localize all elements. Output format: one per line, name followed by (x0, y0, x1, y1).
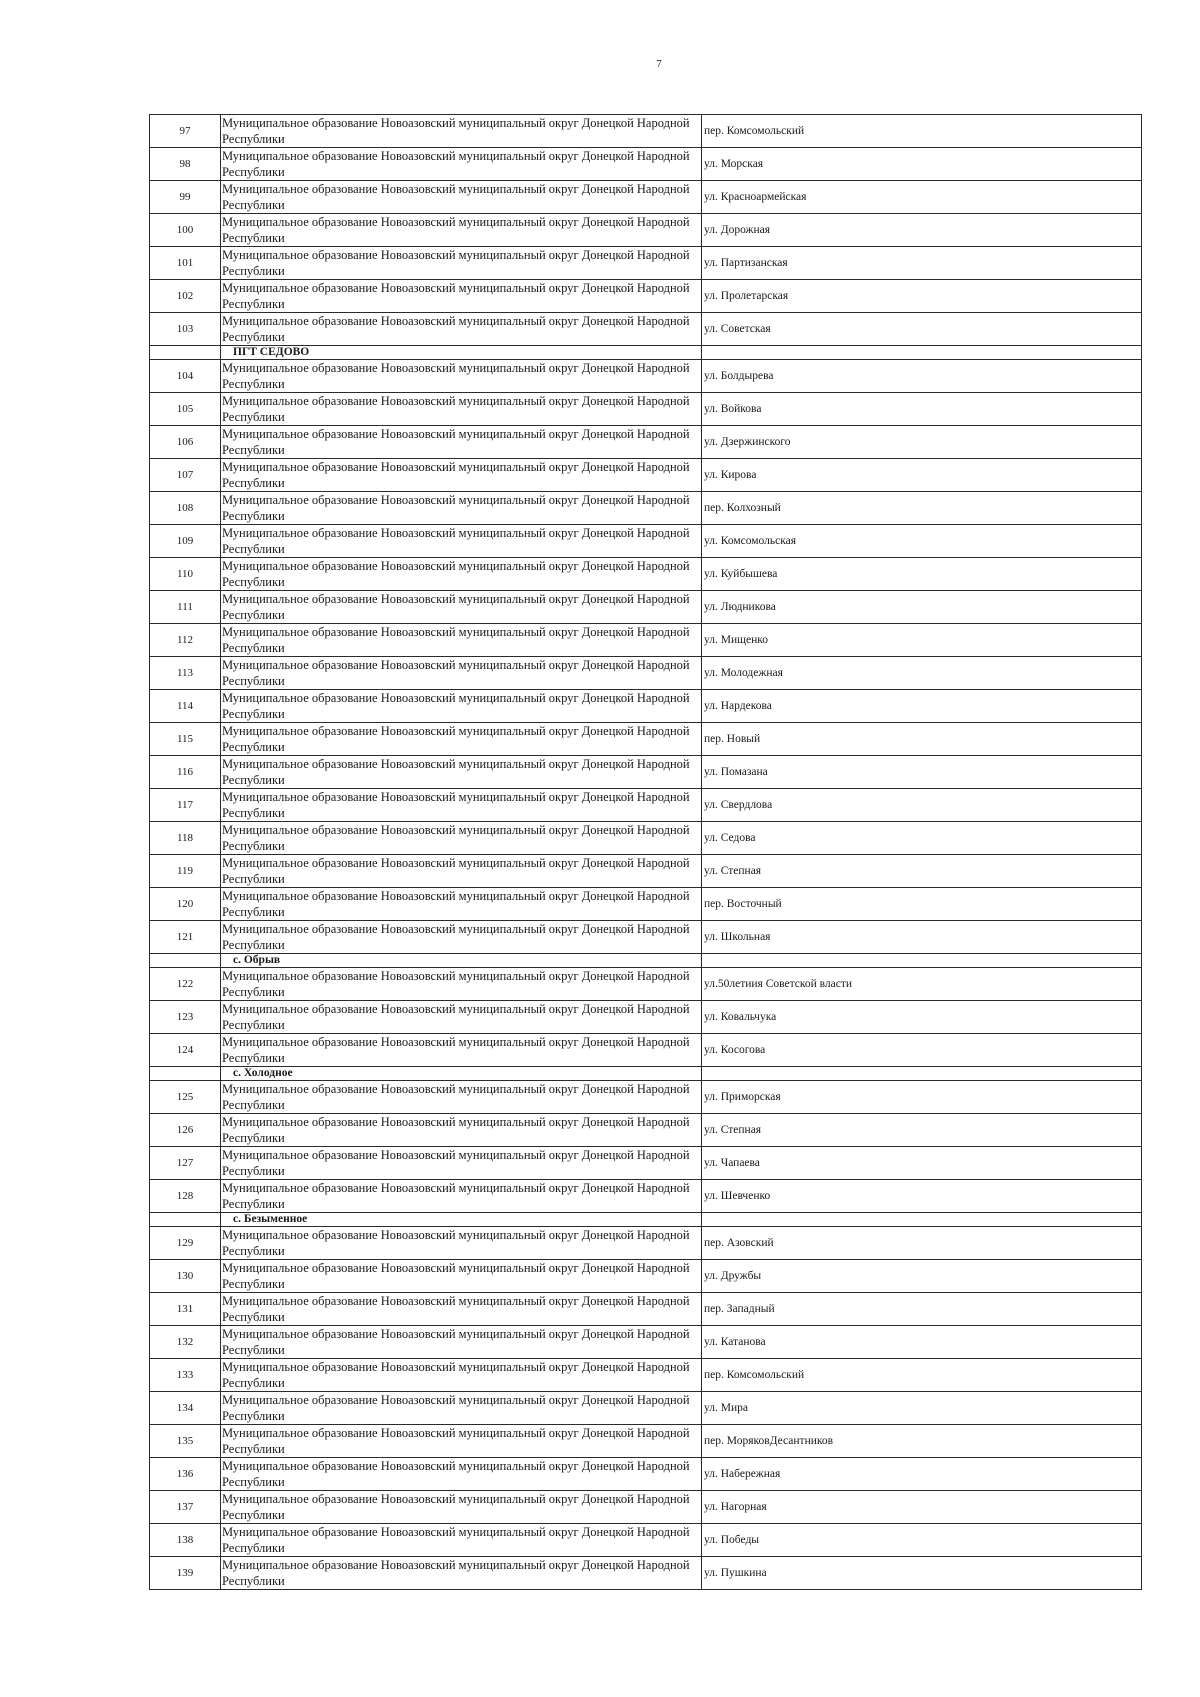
table-row (150, 1326, 1142, 1359)
row-number: 100 (150, 214, 221, 247)
table-row (150, 393, 1142, 426)
section-blank-cell (702, 954, 1142, 968)
municipality-name: Муниципальное образование Новоазовский муниципальный округ Донецкой Народной Республики (221, 459, 702, 492)
municipality-name: Муниципальное образование Новоазовский муниципальный округ Донецкой Народной Республики (221, 1392, 702, 1425)
municipality-name: Муниципальное образование Новоазовский муниципальный округ Донецкой Народной Республики (221, 148, 702, 181)
table-row (150, 921, 1142, 954)
table-row (150, 426, 1142, 459)
street-name: ул. Нардекова (702, 690, 1142, 723)
municipality-name: Муниципальное образование Новоазовский муниципальный округ Донецкой Народной Республики (221, 855, 702, 888)
street-name: ул. Приморская (702, 1081, 1142, 1114)
municipality-name: Муниципальное образование Новоазовский муниципальный округ Донецкой Народной Республики (221, 181, 702, 214)
table-row (150, 690, 1142, 723)
row-number: 101 (150, 247, 221, 280)
row-number: 112 (150, 624, 221, 657)
table-row (150, 1081, 1142, 1114)
row-number: 132 (150, 1326, 221, 1359)
municipality-name: Муниципальное образование Новоазовский муниципальный округ Донецкой Народной Республики (221, 525, 702, 558)
street-name: ул. Мира (702, 1392, 1142, 1425)
table-row (150, 280, 1142, 313)
row-number: 120 (150, 888, 221, 921)
row-number: 98 (150, 148, 221, 181)
table-row (150, 1524, 1142, 1557)
section-label: с. Холодное (221, 1067, 702, 1081)
street-name: ул. Советская (702, 313, 1142, 346)
street-name: пер. МоряковДесантников (702, 1425, 1142, 1458)
street-name: ул. Школьная (702, 921, 1142, 954)
municipality-name: Муниципальное образование Новоазовский муниципальный округ Донецкой Народной Республики (221, 921, 702, 954)
municipality-name: Муниципальное образование Новоазовский муниципальный округ Донецкой Народной Республики (221, 1293, 702, 1326)
municipality-name: Муниципальное образование Новоазовский муниципальный округ Донецкой Народной Республики (221, 426, 702, 459)
row-number: 116 (150, 756, 221, 789)
table-row (150, 968, 1142, 1001)
table-row (150, 1034, 1142, 1067)
street-name: пер. Западный (702, 1293, 1142, 1326)
street-name: ул. Дружбы (702, 1260, 1142, 1293)
table-row (150, 1001, 1142, 1034)
municipality-name: Муниципальное образование Новоазовский муниципальный округ Донецкой Народной Республики (221, 1180, 702, 1213)
street-name: ул. Войкова (702, 393, 1142, 426)
row-number: 99 (150, 181, 221, 214)
table-row (150, 313, 1142, 346)
table-row (150, 1557, 1142, 1590)
street-name: ул. Дорожная (702, 214, 1142, 247)
municipality-name: Муниципальное образование Новоазовский муниципальный округ Донецкой Народной Республики (221, 214, 702, 247)
street-name: пер. Комсомольский (702, 115, 1142, 148)
street-name: ул. Ковальчука (702, 1001, 1142, 1034)
municipality-name: Муниципальное образование Новоазовский муниципальный округ Донецкой Народной Республики (221, 723, 702, 756)
municipality-name: Муниципальное образование Новоазовский муниципальный округ Донецкой Народной Республики (221, 968, 702, 1001)
municipality-name: Муниципальное образование Новоазовский муниципальный округ Донецкой Народной Республики (221, 1227, 702, 1260)
row-number: 125 (150, 1081, 221, 1114)
table-row (150, 459, 1142, 492)
table-row (150, 1425, 1142, 1458)
table-row (150, 214, 1142, 247)
municipality-name: Муниципальное образование Новоазовский муниципальный округ Донецкой Народной Республики (221, 1491, 702, 1524)
table-row (150, 822, 1142, 855)
table-row (150, 1227, 1142, 1260)
street-name: ул. Помазана (702, 756, 1142, 789)
row-number: 133 (150, 1359, 221, 1392)
table-row (150, 657, 1142, 690)
street-name: ул. Болдырева (702, 360, 1142, 393)
row-number: 126 (150, 1114, 221, 1147)
municipality-name: Муниципальное образование Новоазовский муниципальный округ Донецкой Народной Республики (221, 789, 702, 822)
table-row (150, 492, 1142, 525)
street-name: ул. Победы (702, 1524, 1142, 1557)
street-name: ул. Степная (702, 1114, 1142, 1147)
municipality-name: Муниципальное образование Новоазовский муниципальный округ Донецкой Народной Республики (221, 115, 702, 148)
row-number: 124 (150, 1034, 221, 1067)
street-name: ул. Пролетарская (702, 280, 1142, 313)
table-row (150, 360, 1142, 393)
row-number: 111 (150, 591, 221, 624)
row-number: 130 (150, 1260, 221, 1293)
street-name: ул. Косогова (702, 1034, 1142, 1067)
municipality-name: Муниципальное образование Новоазовский муниципальный округ Донецкой Народной Республики (221, 1260, 702, 1293)
section-blank-cell (150, 1213, 221, 1227)
street-name: ул.50летиия Советской власти (702, 968, 1142, 1001)
municipality-name: Муниципальное образование Новоазовский муниципальный округ Донецкой Народной Республики (221, 591, 702, 624)
municipality-name: Муниципальное образование Новоазовский муниципальный округ Донецкой Народной Республики (221, 624, 702, 657)
table-row (150, 181, 1142, 214)
table-row (150, 1114, 1142, 1147)
row-number: 110 (150, 558, 221, 591)
table-row (150, 1458, 1142, 1491)
municipality-name: Муниципальное образование Новоазовский муниципальный округ Донецкой Народной Республики (221, 1557, 702, 1590)
table-row (150, 148, 1142, 181)
table-row (150, 1293, 1142, 1326)
street-name: ул. Молодежная (702, 657, 1142, 690)
municipality-name: Муниципальное образование Новоазовский муниципальный округ Донецкой Народной Республики (221, 756, 702, 789)
row-number: 137 (150, 1491, 221, 1524)
table-row (150, 525, 1142, 558)
section-blank-cell (702, 1213, 1142, 1227)
table-row (150, 115, 1142, 148)
table-row (150, 723, 1142, 756)
street-name: пер. Азовский (702, 1227, 1142, 1260)
section-row (150, 1213, 1142, 1227)
row-number: 113 (150, 657, 221, 690)
street-name: ул. Людникова (702, 591, 1142, 624)
municipality-name: Муниципальное образование Новоазовский муниципальный округ Донецкой Народной Республики (221, 1147, 702, 1180)
municipality-name: Муниципальное образование Новоазовский муниципальный округ Донецкой Народной Республики (221, 690, 702, 723)
row-number: 97 (150, 115, 221, 148)
street-name: ул. Дзержинского (702, 426, 1142, 459)
row-number: 136 (150, 1458, 221, 1491)
row-number: 129 (150, 1227, 221, 1260)
table-row (150, 1260, 1142, 1293)
table-row (150, 1147, 1142, 1180)
municipality-name: Муниципальное образование Новоазовский муниципальный округ Донецкой Народной Республики (221, 280, 702, 313)
row-number: 106 (150, 426, 221, 459)
section-row (150, 1067, 1142, 1081)
street-name: ул. Кирова (702, 459, 1142, 492)
municipality-name: Муниципальное образование Новоазовский муниципальный округ Донецкой Народной Республики (221, 888, 702, 921)
section-label: с. Безыменное (221, 1213, 702, 1227)
section-blank-cell (702, 1067, 1142, 1081)
street-name: ул. Комсомольская (702, 525, 1142, 558)
row-number: 123 (150, 1001, 221, 1034)
street-name: ул. Чапаева (702, 1147, 1142, 1180)
section-blank-cell (150, 954, 221, 968)
row-number: 122 (150, 968, 221, 1001)
table-row (150, 1359, 1142, 1392)
row-number: 138 (150, 1524, 221, 1557)
municipality-name: Муниципальное образование Новоазовский муниципальный округ Донецкой Народной Республики (221, 360, 702, 393)
table-row (150, 1392, 1142, 1425)
table-row (150, 789, 1142, 822)
municipality-name: Муниципальное образование Новоазовский муниципальный округ Донецкой Народной Республики (221, 1034, 702, 1067)
section-blank-cell (150, 1067, 221, 1081)
row-number: 109 (150, 525, 221, 558)
municipality-name: Муниципальное образование Новоазовский муниципальный округ Донецкой Народной Республики (221, 1081, 702, 1114)
municipality-name: Муниципальное образование Новоазовский муниципальный округ Донецкой Народной Республики (221, 1114, 702, 1147)
table-row (150, 247, 1142, 280)
street-name: пер. Новый (702, 723, 1142, 756)
row-number: 127 (150, 1147, 221, 1180)
street-name: пер. Колхозный (702, 492, 1142, 525)
street-register-table (149, 114, 1142, 1590)
municipality-name: Муниципальное образование Новоазовский муниципальный округ Донецкой Народной Республики (221, 1001, 702, 1034)
street-name: пер. Комсомольский (702, 1359, 1142, 1392)
table-row (150, 888, 1142, 921)
row-number: 118 (150, 822, 221, 855)
street-name: ул. Мищенко (702, 624, 1142, 657)
municipality-name: Муниципальное образование Новоазовский муниципальный округ Донецкой Народной Республики (221, 558, 702, 591)
street-name: ул. Пушкина (702, 1557, 1142, 1590)
row-number: 117 (150, 789, 221, 822)
street-name: ул. Катанова (702, 1326, 1142, 1359)
section-label: ПГТ СЕДОВО (221, 346, 702, 360)
table-row (150, 558, 1142, 591)
row-number: 139 (150, 1557, 221, 1590)
row-number: 104 (150, 360, 221, 393)
street-name: пер. Восточный (702, 888, 1142, 921)
street-name: ул. Красноармейская (702, 181, 1142, 214)
section-blank-cell (702, 346, 1142, 360)
row-number: 107 (150, 459, 221, 492)
street-name: ул. Степная (702, 855, 1142, 888)
section-row (150, 346, 1142, 360)
municipality-name: Муниципальное образование Новоазовский муниципальный округ Донецкой Народной Республики (221, 247, 702, 280)
table-row (150, 591, 1142, 624)
table-row (150, 1180, 1142, 1213)
street-name: ул. Набережная (702, 1458, 1142, 1491)
municipality-name: Муниципальное образование Новоазовский муниципальный округ Донецкой Народной Республики (221, 1359, 702, 1392)
street-name: ул. Куйбышева (702, 558, 1142, 591)
table-row (150, 624, 1142, 657)
row-number: 134 (150, 1392, 221, 1425)
municipality-name: Муниципальное образование Новоазовский муниципальный округ Донецкой Народной Республики (221, 1458, 702, 1491)
municipality-name: Муниципальное образование Новоазовский муниципальный округ Донецкой Народной Республики (221, 1326, 702, 1359)
row-number: 135 (150, 1425, 221, 1458)
street-name: ул. Свердлова (702, 789, 1142, 822)
municipality-name: Муниципальное образование Новоазовский муниципальный округ Донецкой Народной Республики (221, 1524, 702, 1557)
municipality-name: Муниципальное образование Новоазовский муниципальный округ Донецкой Народной Республики (221, 313, 702, 346)
municipality-name: Муниципальное образование Новоазовский муниципальный округ Донецкой Народной Республики (221, 657, 702, 690)
street-name: ул. Морская (702, 148, 1142, 181)
row-number: 103 (150, 313, 221, 346)
street-name: ул. Шевченко (702, 1180, 1142, 1213)
section-row (150, 954, 1142, 968)
table-row (150, 756, 1142, 789)
table-row (150, 1491, 1142, 1524)
table-body (150, 115, 1142, 1590)
street-name: ул. Нагорная (702, 1491, 1142, 1524)
row-number: 128 (150, 1180, 221, 1213)
row-number: 119 (150, 855, 221, 888)
section-blank-cell (150, 346, 221, 360)
street-name: ул. Седова (702, 822, 1142, 855)
municipality-name: Муниципальное образование Новоазовский муниципальный округ Донецкой Народной Республики (221, 393, 702, 426)
row-number: 102 (150, 280, 221, 313)
row-number: 108 (150, 492, 221, 525)
street-name: ул. Партизанская (702, 247, 1142, 280)
section-label: с. Обрыв (221, 954, 702, 968)
table-row (150, 855, 1142, 888)
page-number: 7 (656, 58, 662, 70)
row-number: 105 (150, 393, 221, 426)
municipality-name: Муниципальное образование Новоазовский муниципальный округ Донецкой Народной Республики (221, 1425, 702, 1458)
row-number: 121 (150, 921, 221, 954)
row-number: 115 (150, 723, 221, 756)
municipality-name: Муниципальное образование Новоазовский муниципальный округ Донецкой Народной Республики (221, 492, 702, 525)
municipality-name: Муниципальное образование Новоазовский муниципальный округ Донецкой Народной Республики (221, 822, 702, 855)
row-number: 114 (150, 690, 221, 723)
row-number: 131 (150, 1293, 221, 1326)
